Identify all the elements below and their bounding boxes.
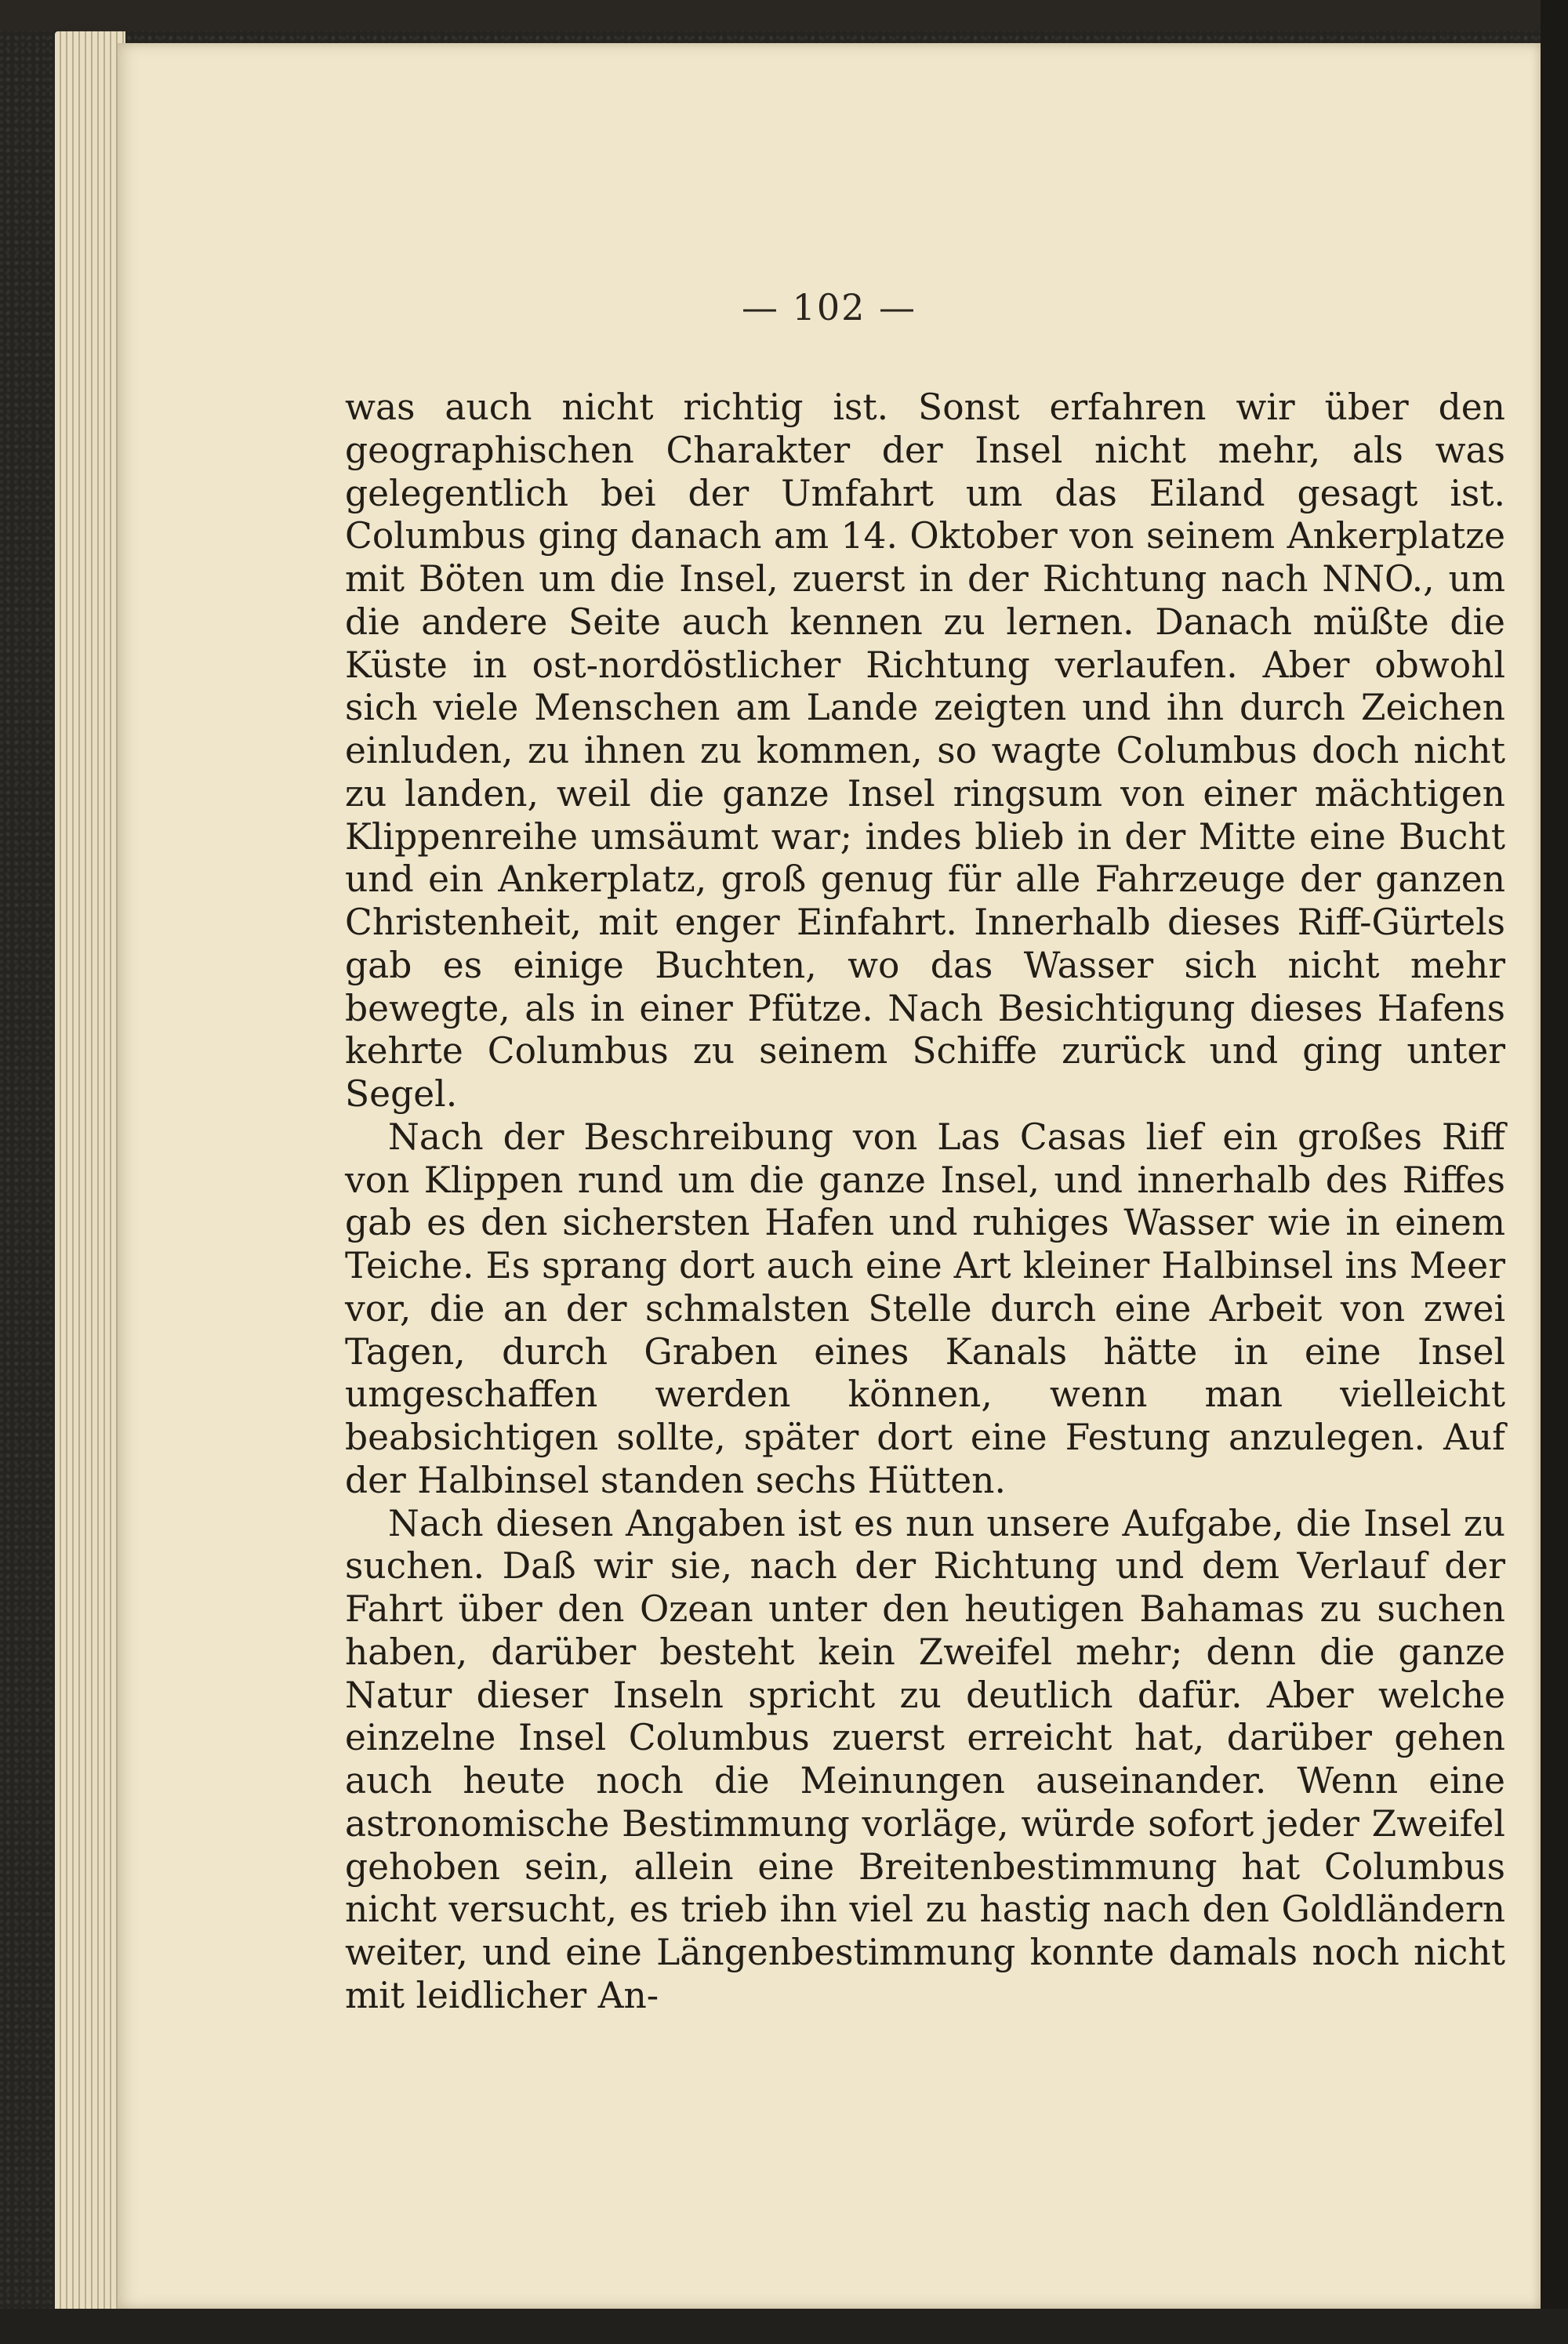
binding-right-edge bbox=[1541, 0, 1568, 2344]
page-number: — 102 — bbox=[741, 286, 917, 328]
body-text bbox=[345, 386, 1505, 2018]
paragraph-3: Nach diesen Angaben ist es nun unsere Aufgabe, die Insel zu suchen. Daß wir sie, nach der Richtung und dem Verlauf der Fahrt über den Ozean unter den heutigen Bahamas zu suchen haben, darüber besteht kein Zweifel mehr; denn die ganze Natur dieser Inseln spricht zu deutlich dafür. Aber welche einzelne Insel Columbus zuerst erreicht hat, darüber gehen auch heute noch die Meinungen auseinander. Wenn eine astronomische Bestimmung vorläge, würde sofort jeder Zweifel gehoben sein, allein eine Breitenbestimmung hat Columbus nicht versucht, es trieb ihn viel zu hastig nach den Goldländern weiter, und eine Längenbestimmung konnte damals noch nicht mit leidlicher An- bbox=[345, 1502, 1505, 2016]
paragraph-2: Nach der Beschreibung von Las Casas lief ein großes Riff von Klippen rund um die ganze Insel, und innerhalb des Riffes gab es den sichersten Hafen und ruhiges Wasser wie in einem Teiche. Es sprang dort auch eine Art kleiner Halbinsel ins Meer vor, die an der schmalsten Stelle durch eine Arbeit von zwei Tagen, durch Graben eines Kanals hätte in eine Insel umgeschaffen werden können, wenn man vielleicht beabsichtigen sollte, später dort eine Festung anzulegen. Auf der Halbinsel standen sechs Hütten. bbox=[345, 1116, 1505, 1501]
book-page bbox=[118, 43, 1541, 2309]
page-stack-edges bbox=[55, 31, 125, 2313]
paragraph-1: was auch nicht richtig ist. Sonst erfahren wir über den geographischen Charakter der Insel nicht mehr, als was gelegentlich bei der Umfahrt um das Eiland gesagt ist. Columbus ging danach am 14. Oktober von seinem Ankerplatze mit Böten um die Insel, zuerst in der Richtung nach NNO., um die andere Seite auch kennen zu lernen. Danach müßte die Küste in ost-nordöstlicher Richtung verlaufen. Aber obwohl sich viele Menschen am Lande zeigten und ihn durch Zeichen einluden, zu ihnen zu kommen, so wagte Columbus doch nicht zu landen, weil die ganze Insel ringsum von einer mächtigen Klippenreihe umsäumt war; indes blieb in der Mitte eine Bucht und ein Ankerplatz, groß genug für alle Fahrzeuge der ganzen Christenheit, mit enger Einfahrt. Innerhalb dieses Riff-Gürtels gab es einige Buchten, wo das Wasser sich nicht mehr bewegte, als in einer Pfütze. Nach Besichtigung dieses Hafens kehrte Columbus zu seinem Schiffe zurück und ging unter Segel. bbox=[345, 386, 1505, 1115]
binding-top-edge bbox=[0, 0, 1568, 31]
binding-bottom-edge bbox=[0, 2309, 1568, 2344]
